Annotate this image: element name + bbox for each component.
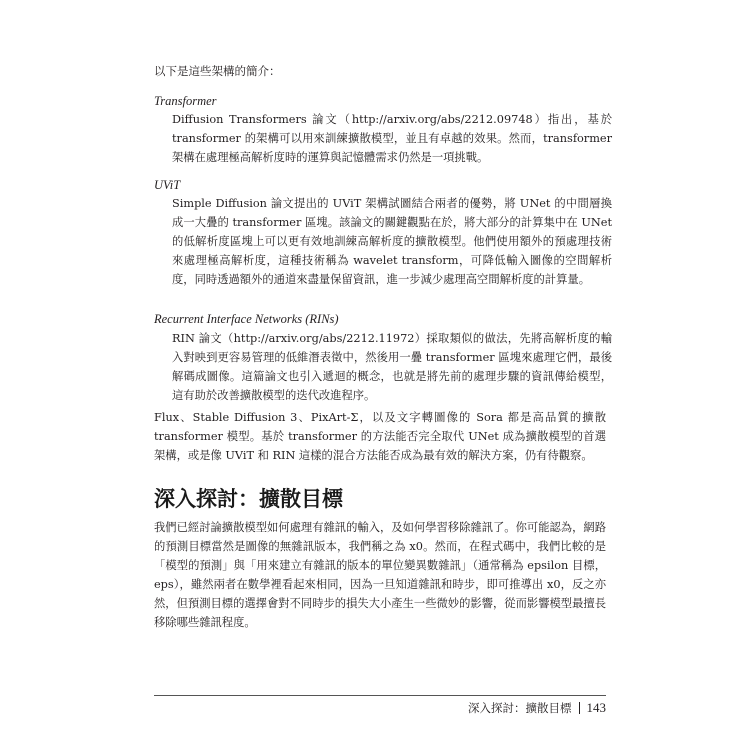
description-transformer: Diffusion Transformers 論文（http://arxiv.org/abs/2212.09748）指出，基於 transformer 的架構可以用來訓練擴散模型，並且有卓越的效果。然而，transformer 架構在處理極高解析度時的運算與記憶體需求仍然是一項挑戰。 xyxy=(172,113,612,164)
intro-text: 以下是這些架構的簡介： xyxy=(154,64,281,78)
footer-rule xyxy=(154,695,606,696)
footer-separator xyxy=(579,702,580,714)
page-number: 143 xyxy=(586,700,606,715)
page-footer xyxy=(468,700,606,716)
closing-paragraph: Flux、Stable Diffusion 3、PixArt-Σ，以及文字轉圖像的 Sora 都是高品質的擴散 transformer 模型。基於 transformer 的方法能否完全取代 UNet 成為擴散模型的首選架構，或是像 UViT 和 RIN 這樣的混合方法能否成為最有效的解決方案，仍有待觀察。 xyxy=(154,411,606,462)
term-rins: Recurrent Interface Networks (RINs) xyxy=(154,312,339,326)
section-body: 我們已經討論擴散模型如何處理有雜訊的輸入，及如何學習移除雜訊了。你可能認為，網路的預測目標當然是圖像的無雜訊版本，我們稱之為 x0。然而，在程式碼中，我們比較的是「模型的預測」與「用來建立有雜訊的版本的單位變異數雜訊」（通常稱為 epsilon 目標，eps），雖然兩者在數學裡看起來相同，因為一旦知道雜訊和時步，即可推導出 x0，反之亦然，但預測目標的選擇會對不同時步的損失大小產生一些微妙的影響，從而影響模型最擅長移除哪些雜訊程度。 xyxy=(154,521,606,629)
description-uvit: Simple Diffusion 論文提出的 UViT 架構試圖結合兩者的優勢，將 UNet 的中間層換成一大疊的 transformer 區塊。該論文的關鍵觀點在於，將大部分的計算集中在 UNet 的低解析度區塊上可以更有效地訓練高解析度的擴散模型。他們使用額外的預處理技術來處理極高解析度，這種技術稱為 wavelet transform，可降低輸入圖像的空間解析度，同時透過額外的通道來盡量保留資訊，進一步減少處理高空間解析度的計算量。 xyxy=(172,197,612,286)
section-heading: 深入探討：擴散目標 xyxy=(154,487,343,511)
term-transformer: Transformer xyxy=(154,94,217,108)
footer-chapter-title: 深入探討：擴散目標 xyxy=(468,701,572,715)
description-rins: RIN 論文（http://arxiv.org/abs/2212.11972）採取類似的做法，先將高解析度的輸入對映到更容易管理的低維潛表徵中，然後用一疊 transformer 區塊來處理它們，最後解碼成圖像。這篇論文也引入遞迴的概念，也就是將先前的處理步驟的資訊傳給模型，這有助於改善擴散模型的迭代改進程序。 xyxy=(172,332,612,402)
term-uvit: UViT xyxy=(154,178,181,192)
